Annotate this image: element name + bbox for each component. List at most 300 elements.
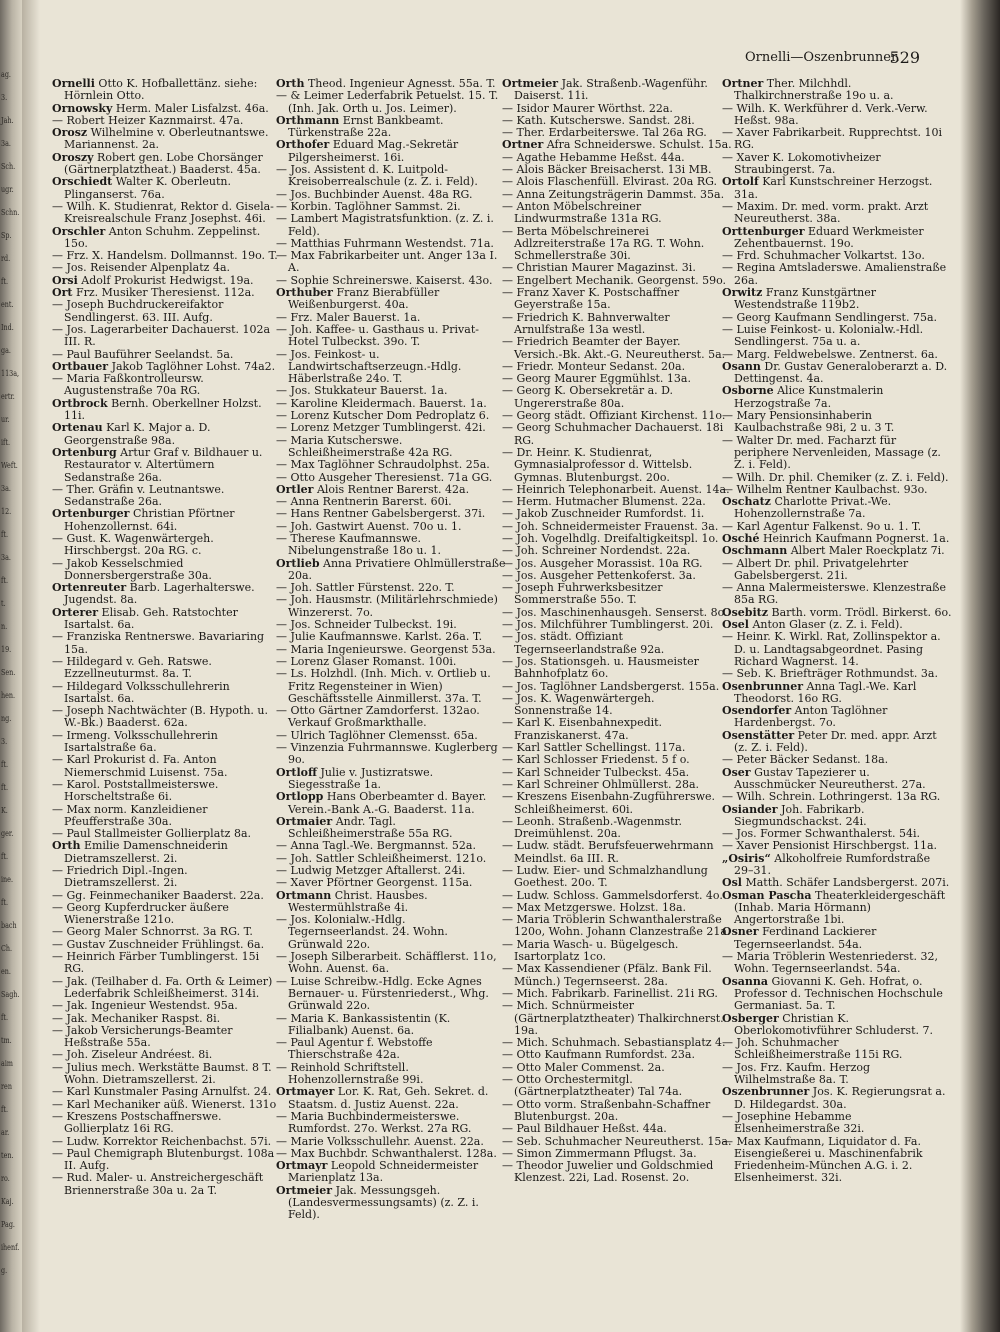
directory-entry — [276, 287, 506, 312]
directory-entry — [52, 730, 282, 755]
directory-entry — [722, 78, 952, 103]
entry-surname: „Osiris“ — [722, 851, 771, 865]
directory-entry — [276, 1086, 506, 1111]
entry-surname: Orschiedt — [52, 175, 113, 189]
entry-details: — Heinrich Färber Tumblingerst. 15i RG. — [52, 950, 260, 976]
margin-fragment: 3. — [1, 737, 8, 746]
entry-details: — Regina Amtsladerswe. Amalienstraße 26a. — [722, 261, 947, 287]
entry-details: — Ludw. Korrektor Reichenbachst. 57i. — [52, 1134, 272, 1148]
entry-details: — Leonh. Straßenb.-Wagenmstr. Dreimühlenst. 20a. — [502, 814, 683, 841]
entry-details: Herm. Maler Lisfalzst. 46a. — [115, 101, 269, 115]
entry-details: Gustav Tapezierer u. Ausschmücker Neureutherst. 27a. — [734, 765, 926, 791]
entry-details: — Dr. Heinr. K. Studienrat, Gymnasialprofessor d. Wittelsb. Gymnas. Blutenburgst. 20o. — [502, 445, 693, 484]
entry-details: Elisab. Geh. Ratstochter Isartalst. 6a. — [64, 605, 238, 632]
entry-details: — Korbin. Taglöhner Sammst. 2i. — [276, 199, 461, 213]
directory-entry — [276, 914, 506, 951]
entry-details: — Lambert Magistratsfunktion. (z. Z. i. Feld). — [276, 212, 494, 238]
margin-fragment: Sch. — [1, 162, 16, 171]
margin-fragment: ten. — [1, 1151, 14, 1160]
margin-fragment: hen. — [1, 691, 16, 700]
entry-surname: Ortolf — [722, 175, 759, 189]
entry-surname: Ortler — [276, 482, 314, 496]
entry-details: — Franziska Rentnerswe. Bavariaring 15a. — [52, 630, 265, 656]
entry-surname: Orsi — [52, 273, 78, 287]
entry-details: — Julius mech. Werkstätte Baumst. 8 T. Wohn. Dietramszellerst. 2i. — [52, 1060, 272, 1087]
margin-fragment: ft. — [1, 1013, 8, 1022]
entry-details: — Karol. Poststallmeisterswe. Horscheltstraße 6i. — [52, 777, 219, 804]
directory-entry — [502, 201, 732, 226]
entry-details: — Maria Ingenieurswe. Georgenst 53a. — [276, 642, 496, 656]
entry-details: — Maria Kutscherswe. Schleißheimerstraße 42a RG. — [276, 433, 453, 459]
margin-fragment: bach — [1, 921, 17, 930]
directory-entry — [722, 152, 952, 177]
entry-details: — Anna Tagl.-We. Bergmannst. 52a. — [276, 839, 476, 853]
entry-details: — Christian Maurer Magazinst. 3i. — [502, 261, 696, 275]
directory-entry — [276, 533, 506, 558]
entry-surname: Ortmayr — [276, 1159, 328, 1173]
margin-fragment: 19. — [1, 645, 12, 654]
entry-details: — Maxim. Dr. med. vorm. prakt. Arzt Neureutherst. 38a. — [722, 199, 929, 226]
directory-entry — [52, 1172, 282, 1197]
entry-surname: Orthofer — [276, 138, 330, 152]
directory-entry — [52, 299, 282, 324]
entry-details: — Gust. K. Wagenwärtergeh. Hirschbergst. 20a RG. c. — [52, 531, 214, 558]
entry-surname: Oser — [722, 765, 751, 779]
entry-details: Anton Schuhm. Zeppelinst. 15o. — [64, 224, 261, 250]
directory-entry — [722, 582, 952, 607]
directory-entry — [722, 127, 952, 152]
margin-fragment: rd. — [1, 254, 11, 263]
entry-details: — Kreszens Eisenbahn-Zugführerswe. Schleißheimerst. 60i. — [502, 790, 716, 816]
entry-details: Ernst Bankbeamt. Türkenstraße 22a. — [288, 113, 444, 140]
directory-entry — [52, 582, 282, 607]
entry-surname: Oroszy — [52, 150, 94, 164]
entry-surname: Ortenau — [52, 421, 103, 435]
entry-details: — Max Metzgerswe. Holzst. 18a. — [502, 900, 687, 914]
directory-entry — [52, 681, 282, 706]
directory-entry — [276, 115, 506, 140]
directory-entry — [276, 767, 506, 792]
entry-details: — Hans Rentner Gabelsbergerst. 37i. — [276, 507, 486, 521]
entry-details: — Ludwig Metzger Aftallerst. 24i. — [276, 864, 466, 877]
directory-entry — [52, 508, 282, 533]
entry-details: Franz Bierabfüller Weißenburgerst. 40a. — [288, 286, 440, 312]
directory-entry — [722, 287, 952, 312]
margin-fragment: tm. — [1, 1036, 12, 1045]
column-1 — [52, 78, 282, 1320]
margin-fragment: ro. — [1, 1174, 10, 1183]
margin-fragment: K. — [1, 806, 8, 815]
entry-surname: Osché — [722, 531, 760, 545]
directory-entry — [722, 853, 952, 878]
running-header — [745, 48, 930, 72]
entry-details: — Jos. K. Wagenwärtergeh. Sonnenstraße 14. — [502, 691, 655, 718]
directory-entry — [276, 349, 506, 386]
entry-details: — Anna Malermeisterswe. Klenzestraße 85a RG. — [722, 581, 947, 607]
directory-entry — [52, 398, 282, 423]
entry-details: — Herm. Hutmacher Blumenst. 22a. — [502, 495, 706, 509]
entry-details: Hans Oberbeamter d. Bayer. Verein.-Bank A.-G. Baaderst. 11a. — [288, 790, 487, 816]
entry-details: Robert gen. Lobe Chorsänger (Gärtnerplatztheat.) Baaderst. 45a. — [64, 150, 263, 177]
entry-details: — Kath. Kutscherswe. Sandst. 28i. — [502, 113, 695, 127]
directory-entry — [502, 385, 732, 410]
entry-details: — Alois Flaschenfüll. Elvirast. 20a RG. — [502, 175, 717, 189]
entry-surname: Oschatz — [722, 495, 771, 509]
entry-details: Ther. Milchhdl. Thalkirchnerstraße 19o u. a. — [734, 78, 894, 103]
directory-entry — [502, 914, 732, 939]
directory-entry — [722, 558, 952, 583]
margin-fragment: ft. — [1, 277, 8, 286]
entry-surname: Ortloff — [276, 765, 318, 779]
entry-details: Lor. K. Rat, Geh. Sekret. d. Staatsm. d. Justiz Auenst. 22a. — [288, 1085, 489, 1111]
entry-surname: Ortbrock — [52, 396, 108, 410]
entry-details: — Max Fabrikarbeiter unt. Anger 13a I. A. — [276, 249, 498, 275]
entry-details: — Wilh. K. Werkführer d. Verk.-Verw. Heßst. 98a. — [722, 101, 928, 127]
entry-details: Theaterkleidergeschäft (Inhab. Maria Hörmann) Angertorstraße 1bi. — [734, 888, 946, 927]
entry-details: — Joh. Schreiner Nordendst. 22a. — [502, 544, 691, 558]
entry-details: — Joseph Nachtwächter (B. Hypoth. u. W.-Bk.) Baaderst. 62a. — [52, 704, 268, 730]
entry-details: — Friedr. Monteur Sedanst. 20a. — [502, 359, 686, 373]
entry-details: Dr. Gustav Generaloberarzt a. D. Dettingenst. 4a. — [734, 359, 948, 386]
entry-details: — Joseph Buchdruckereifaktor Sendlingerst. 63. III. Aufg. — [52, 298, 224, 324]
entry-surname: Ortlopp — [276, 790, 324, 804]
margin-fragment: ft. — [1, 760, 8, 769]
entry-details: — Maria Tröblerin Schwanthalerstraße 120o, Wohn. Johann Clanzestraße 21a. — [502, 913, 731, 939]
entry-surname: Orttenburger — [722, 224, 805, 238]
entry-details: — Karl Sattler Schellingst. 117a. — [502, 741, 686, 755]
entry-details: — Anton Möbelschreiner Lindwurmstraße 131a RG. — [502, 199, 662, 226]
entry-details: — Lorenz Kutscher Dom Pedroplatz 6. — [276, 409, 490, 423]
entry-details: — Maria Wasch- u. Bügelgesch. Isartorplatz 1co. — [502, 937, 679, 964]
entry-details: — Jak. Ingenieur Westendst. 95a. — [52, 999, 238, 1013]
entry-details: — & Leimer Lederfabrik Petuelst. 15. T. (Inh. Jak. Orth u. Jos. Leimer). — [276, 89, 499, 115]
directory-entry — [52, 705, 282, 730]
entry-details: — Paul Bildhauer Heßst. 44a. — [502, 1122, 667, 1136]
directory-entry — [722, 103, 952, 128]
directory-entry — [276, 90, 506, 115]
entry-details: — Otto Orchestermitgl. (Gärtnerplatztheater) Tal 74a. — [502, 1073, 683, 1099]
directory-entry — [722, 730, 952, 755]
directory-entry — [502, 840, 732, 865]
entry-details: — Jakob Kesselschmied Donnersbergerstraße 30a. — [52, 556, 212, 582]
entry-details: — Joseph Fuhrwerksbesitzer Sommerstraße 55o. T. — [502, 581, 663, 607]
entry-details: — Berta Möbelschreinerei Adlzreiterstraße 17a RG. T. Wohn. Schmellerstraße 30i. — [502, 224, 705, 263]
margin-fragment: ugr. — [1, 185, 14, 194]
directory-entry — [502, 1074, 732, 1099]
directory-entry — [276, 139, 506, 164]
entry-details: — Jos. Ausgeher Pettenkoferst. 3a. — [502, 568, 696, 582]
entry-surname: Ortner — [722, 78, 764, 90]
entry-details: — Jos. Assistent d. K. Luitpold-Kreisoberrealschule (z. Z. i. Feld). — [276, 163, 478, 189]
directory-entry — [52, 484, 282, 509]
entry-details: — Georg Maurer Eggmühlst. 13a. — [502, 372, 691, 386]
entry-surname: Osann — [722, 359, 761, 373]
entry-surname: Orth — [52, 839, 81, 853]
entry-details: — Mich. Fabrikarb. Farinellist. 21i RG. — [502, 986, 718, 1000]
entry-details: Karl Kunstschreiner Herzogst. 31a. — [734, 175, 933, 201]
entry-details: — Otto Maler Commenst. 2a. — [502, 1060, 665, 1074]
directory-entry — [276, 213, 506, 238]
directory-entry — [502, 226, 732, 263]
directory-entry — [502, 1160, 732, 1185]
directory-entry — [52, 865, 282, 890]
entry-details: Anna Privatiere Ohlmüllerstraße 20a. — [288, 556, 506, 582]
entry-details: — Jos. Buchbinder Auenst. 48a RG. — [276, 187, 473, 201]
entry-details: — Wilh. Schrein. Lothringerst. 13a RG. — [722, 790, 941, 804]
entry-surname: Osebitz — [722, 605, 768, 619]
entry-details: — Luise Schreibw.-Hdlg. Ecke Agnes Bernauer- u. Fürstenriederst., Whg. Grünwald 22o. — [276, 974, 489, 1013]
entry-surname: Osendorfer — [722, 704, 792, 718]
entry-details: — Joh. Hausmstr. (Militärlehrschmiede) Winzererst. 7o. — [276, 593, 498, 619]
entry-details: Bernh. Oberkellner Holzst. 11i. — [64, 396, 262, 423]
column-2 — [276, 78, 506, 1320]
directory-entry — [52, 1062, 282, 1087]
directory-entry — [722, 1111, 952, 1136]
entry-details: — Gustav Zuschneider Frühlingst. 6a. — [52, 937, 265, 951]
entry-details: Andr. Tagl. Schleißheimerstraße 55a RG. — [288, 814, 453, 841]
margin-fragment: ft. — [1, 898, 8, 907]
entry-details: — Joh. Sattler Fürstenst. 22o. T. — [276, 581, 455, 595]
entry-details: — Alois Bäcker Breisacherst. 13i MB. — [502, 163, 712, 177]
directory-entry — [52, 902, 282, 927]
entry-surname: Ort — [52, 286, 73, 300]
entry-details: Walter K. Oberleutn. Plinganserst. 76a. — [64, 175, 231, 201]
directory-entry — [276, 890, 506, 915]
entry-details: — Jakob Versicherungs-Beamter Heßstraße 55a. — [52, 1023, 233, 1050]
directory-entry — [276, 1160, 506, 1185]
directory-entry — [276, 951, 506, 976]
directory-entry — [52, 558, 282, 583]
directory-entry — [276, 816, 506, 841]
directory-entry — [722, 176, 952, 201]
entry-details: Franz Kunstgärtner Westendstraße 119b2. — [734, 286, 877, 312]
entry-details: — Ludw. städt. Berufsfeuerwehrmann Meindlst. 6a III. R. — [502, 839, 714, 865]
entry-details: — Joh. Gastwirt Auenst. 70o u. 1. — [276, 519, 462, 533]
entry-details: — Otto Ausgeher Theresienst. 71a GG. — [276, 470, 493, 484]
directory-entry — [722, 1136, 952, 1185]
margin-fragment: en. — [1, 967, 11, 976]
margin-fragment: ar. — [1, 1128, 10, 1137]
margin-fragment: ihenf. — [1, 1243, 20, 1252]
directory-entry — [52, 631, 282, 656]
margin-fragment: aim — [1, 1059, 13, 1068]
entry-details: — Anna Zeitungsträgerin Dammst. 35a. — [502, 187, 725, 201]
directory-entry — [502, 631, 732, 656]
entry-details: Emilie Damenschneiderin Dietramszellerst. 2i. — [64, 839, 228, 865]
entry-details: Albert Maler Roeckplatz 7i. — [790, 544, 945, 558]
entry-details: — Ther. Erdarbeiterswe. Tal 26a RG. — [502, 126, 707, 140]
entry-details: — Lorenz Metzger Tumblingerst. 42i. — [276, 421, 486, 435]
entry-details: — Reinhold Schriftstell. Hohenzollernstraße 99i. — [276, 1060, 424, 1087]
entry-details: Jak. Straßenb.-Wagenführ. Daiserst. 11i. — [514, 78, 708, 103]
directory-entry — [502, 582, 732, 607]
directory-entry — [276, 791, 506, 816]
directory-entry — [502, 312, 732, 337]
entry-details: Barth. vorm. Trödl. Birkerst. 6o. — [771, 605, 952, 619]
directory-entry — [722, 804, 952, 829]
directory-entry — [52, 78, 282, 103]
entry-surname: Ortbauer — [52, 359, 109, 373]
entry-details: — Ls. Holzhdl. (Inh. Mich. v. Ortlieb u. Fritz Regensteiner in Wien) Geschäftsstelle Ainmillerst. 37a. T. — [276, 667, 491, 705]
directory-entry — [52, 422, 282, 447]
entry-details: — Therese Kaufmannswe. Nibelungenstraße 18o u. 1. — [276, 531, 441, 558]
directory-entry — [276, 250, 506, 275]
entry-details: — Franz Xaver K. Postschaffner Geyerstraße 15a. — [502, 286, 680, 312]
entry-details: — Friedrich Dipl.-Ingen. Dietramszellerst. 2i. — [52, 864, 188, 890]
entry-surname: Ornelli — [52, 78, 95, 90]
entry-details: Leopold Schneidermeister Marienplatz 13a. — [288, 1159, 479, 1185]
entry-details: Afra Schneiderswe. Schulst. 15a. — [546, 138, 732, 152]
directory-entry — [502, 816, 732, 841]
margin-fragment: Schn. — [1, 208, 20, 217]
entry-surname: Osenbrunner — [722, 679, 804, 693]
entry-details: — Jos. Ausgeher Morassist. 10a RG. — [502, 556, 703, 570]
entry-details: — Jos. Stationsgeh. u. Hausmeister Bahnhofplatz 6o. — [502, 654, 699, 681]
directory-entry — [52, 1148, 282, 1173]
entry-surname: Ortmeier — [276, 1183, 333, 1197]
entry-details: — Joh. Schneidermeister Frauenst. 3a. — [502, 519, 719, 533]
entry-details: — Heinrich Telephonarbeit. Auenst. 14a. — [502, 482, 730, 496]
directory-entry — [722, 262, 952, 287]
entry-details: — Agathe Hebamme Heßst. 44a. — [502, 150, 685, 164]
directory-entry — [502, 1000, 732, 1037]
entry-details: — Joseph Silberarbeit. Schäfflerst. 11o, Wohn. Auenst. 6a. — [276, 950, 497, 976]
entry-surname: Osanna — [722, 974, 769, 988]
directory-entry — [722, 1013, 952, 1038]
entry-details: — Marie Volksschullehr. Auenst. 22a. — [276, 1134, 484, 1148]
entry-details: — Xaver Pförtner Georgenst. 115a. — [276, 876, 473, 890]
entry-details: — Paul Chemigraph Blutenburgst. 108a II. Aufg. — [52, 1146, 275, 1173]
directory-entry — [276, 594, 506, 619]
entry-details: — Wilhelm Rentner Kaulbachst. 93o. — [722, 482, 928, 496]
entry-details: — Max Buchbdr. Schwanthalerst. 128a. — [276, 1146, 497, 1160]
entry-details: — Heinr. K. Wirkl. Rat, Zollinspektor a. D. u. Landtagsabgeordnet. Pasing Richard Wagnerst. 14. — [722, 630, 941, 668]
entry-details: — Georg K. Obersekretär a. D. Ungererstraße 80a. — [502, 384, 674, 410]
directory-entry — [52, 804, 282, 829]
margin-fragment: ft. — [1, 1105, 8, 1114]
margin-fragment: 12. — [1, 507, 12, 516]
directory-entry — [276, 1062, 506, 1087]
directory-entry — [52, 201, 282, 226]
entry-details: — Ludw. Schloss. Gammelsdorferst. 4o. — [502, 888, 723, 902]
entry-surname: Orwitz — [722, 286, 763, 300]
entry-details: — Maria Buchbindermeisterswe. Rumfordst. 27o. Werkst. 27a RG. — [276, 1109, 472, 1136]
entry-details: Otto K. Hofballettänz. siehe: Hörnlein Otto. — [64, 78, 258, 103]
entry-details: — Jos. städt. Offiziant Tegernseerlandstraße 92a. — [502, 630, 665, 656]
entry-surname: Orterer — [52, 605, 99, 619]
entry-details: — Theodor Juwelier und Goldschmied Klenzest. 22i, Lad. Rosenst. 2o. — [502, 1159, 714, 1185]
entry-details: — Paul Agentur f. Webstoffe Thierschstraße 42a. — [276, 1036, 433, 1062]
entry-details: — Matthias Fuhrmann Westendst. 71a. — [276, 236, 494, 250]
entry-details: Karl K. Major a. D. Georgenstraße 98a. — [64, 421, 211, 447]
entry-details: Alice Kunstmalerin Herzogstraße 7a. — [734, 384, 884, 410]
entry-surname: Ortmann — [276, 888, 332, 902]
directory-entry — [502, 791, 732, 816]
entry-surname: Osman Pascha — [722, 888, 812, 902]
directory-entry — [722, 226, 952, 251]
entry-surname: Osner — [722, 925, 759, 939]
directory-entry — [52, 533, 282, 558]
directory-entry — [722, 926, 952, 951]
entry-details: — Wilh. K. Studienrat, Rektor d. Gisela-Kreisrealschule Franz Josephst. 46i. — [52, 199, 274, 226]
page-number: 529 — [889, 48, 920, 67]
directory-entry — [502, 287, 732, 312]
margin-fragment: Kaj. — [1, 1197, 14, 1206]
entry-details: Ferdinand Lackierer Tegernseerlandst. 54a. — [734, 925, 877, 951]
entry-details: Charlotte Privat.-We. Hohenzollernstraße 7a. — [734, 495, 892, 521]
entry-surname: Ortmeier — [502, 78, 559, 90]
entry-details: — Engelbert Mechanik. Georgenst. 59o. — [502, 273, 727, 287]
entry-details: — Jak. Mechaniker Raspst. 8i. — [52, 1011, 221, 1025]
entry-details: — Maria Faßkontrolleursw. Augustenstraße 70a RG. — [52, 372, 204, 398]
entry-details: Alkoholfreie Rumfordstraße 29–31. — [734, 851, 931, 877]
directory-entry — [52, 754, 282, 779]
entry-details: — Xaver K. Lokomotivheizer Straubingerst. 7a. — [722, 150, 881, 177]
margin-fragment: ag. — [1, 70, 11, 79]
directory-entry — [722, 951, 952, 976]
directory-entry — [722, 201, 952, 226]
entry-details: Anton Taglöhner Hardenbergst. 7o. — [734, 704, 888, 730]
entry-details: — Karl Schreiner Ohlmüllerst. 28a. — [502, 777, 700, 791]
entry-details: — Irmeng. Volksschullehrerin Isartalstraße 6a. — [52, 728, 218, 755]
directory-entry — [722, 361, 952, 386]
entry-surname: Ortmaier — [276, 814, 333, 828]
entry-details: — Joh. Schuhmacher Schleißheimerstraße 115i RG. — [722, 1036, 903, 1062]
directory-entry — [502, 963, 732, 988]
directory-entry — [722, 385, 952, 410]
entry-details: — Joh. Sattler Schleißheimerst. 121o. — [276, 851, 487, 865]
entry-details: Adolf Prokurist Hedwigst. 19a. — [81, 273, 254, 287]
entry-details: Jak. Messungsgeh. (Landesvermessungsamts) (z. Z. i. Feld). — [288, 1183, 479, 1222]
entry-details: — Jos. Feinkost- u. Landwirtschaftserzeugn.-Hdlg. Häberlstraße 24o. T. — [276, 347, 462, 386]
entry-surname: Ortner — [502, 138, 544, 152]
margin-fragment: Ch. — [1, 944, 13, 953]
entry-surname: Oszenbrunner — [722, 1085, 810, 1099]
directory-entry — [52, 324, 282, 349]
entry-details: — Wilh. Dr. phil. Chemiker (z. Z. i. Feld). — [722, 470, 949, 484]
margin-fragment: Sagh. — [1, 990, 20, 999]
entry-details: — Ludw. Eier- und Schmalzhandlung Goethest. 20o. T. — [502, 864, 708, 890]
entry-details: Anna Tagl.-We. Karl Theodorst. 16o RG. — [734, 679, 917, 705]
entry-details: — Simon Zimmermann Pflugst. 3a. — [502, 1146, 697, 1160]
directory-entry — [52, 607, 282, 632]
entry-details: — Seb. Schuhmacher Neureutherst. 15a. — [502, 1134, 732, 1148]
entry-details: Frz. Musiker Theresienst. 112a. — [75, 286, 255, 300]
margin-fragment: Ind. — [1, 323, 14, 332]
entry-details: — Jos. Maschinenhausgeh. Senserst. 8o. — [502, 605, 728, 619]
directory-entry — [722, 681, 952, 706]
margin-fragment: g. — [1, 1266, 8, 1275]
margin-fragment: ift. — [1, 438, 11, 447]
entry-details: — Lorenz Glaser Romanst. 100i. — [276, 654, 457, 668]
margin-fragment: ft. — [1, 783, 8, 792]
entry-details: — Otto Gärtner Zamdorferst. 132ao. Verkauf Großmarkthalle. — [276, 704, 480, 730]
directory-entry — [276, 558, 506, 583]
entry-details: Julie v. Justizratswe. Siegesstraße 1a. — [288, 765, 434, 791]
entry-details: — Robert Heizer Kaznmairst. 47a. — [52, 113, 244, 127]
entry-details: — Georg Maler Schnorrst. 3a RG. T. — [52, 925, 253, 939]
entry-details: — Mich. Schuhmach. Sebastiansplatz 4. — [502, 1036, 726, 1050]
directory-entry — [276, 668, 506, 705]
directory-entry — [722, 435, 952, 472]
entry-details: — Jos. Frz. Kaufm. Herzog Wilhelmstraße 8a. T. — [722, 1060, 871, 1087]
entry-details: — Walter Dr. med. Facharzt für periphere Nervenleiden, Massage (z. Z. i. Feld). — [722, 433, 941, 472]
entry-details: — Julie Kaufmannswe. Karlst. 26a. T. — [276, 630, 483, 644]
entry-surname: Osel — [722, 618, 749, 632]
entry-details: — Jos. Kolonialw.-Hdlg. Tegernseerlandst. 24. Wohn. Grünwald 22o. — [276, 913, 448, 951]
entry-details: — Frz. X. Handelsm. Dollmannst. 19o. T. — [52, 249, 278, 263]
entry-details: — Sophie Schreinerswe. Kaiserst. 43o. — [276, 273, 493, 287]
